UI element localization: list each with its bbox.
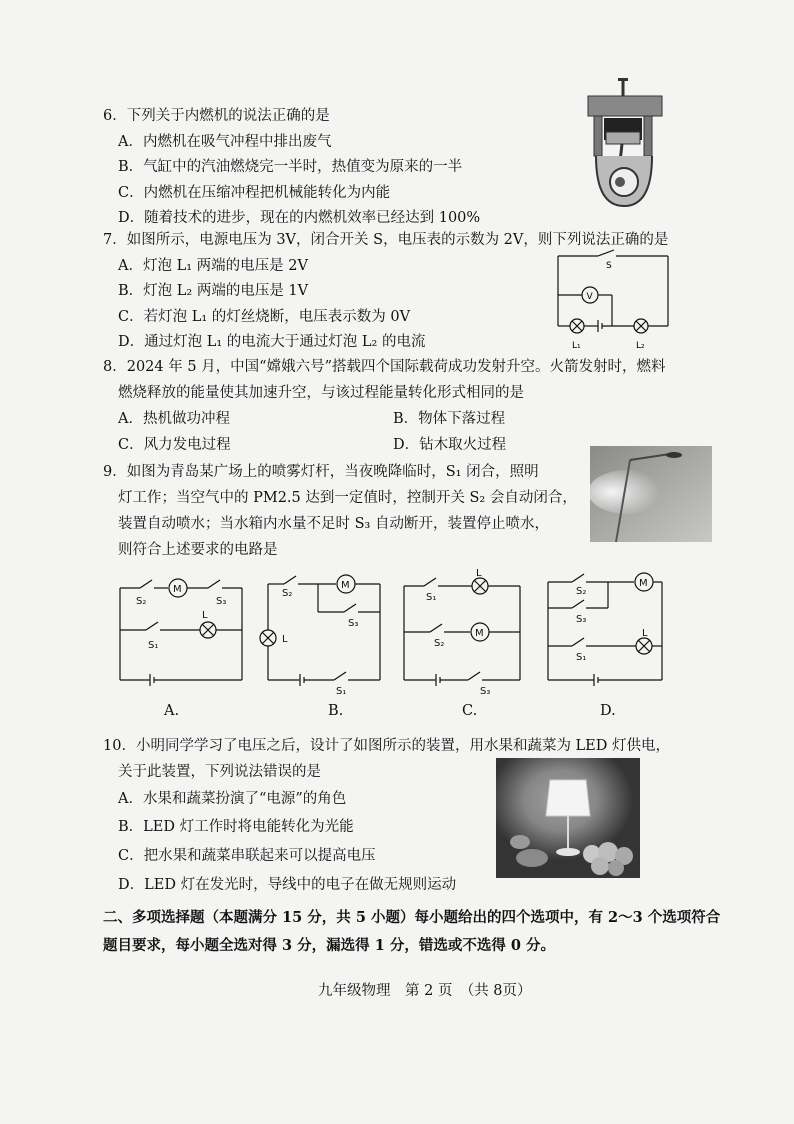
q6-option-d: D．随着技术的进步，现在的内燃机效率已经达到 100% [118, 210, 481, 226]
q8-option-c: C．风力发电过程 [118, 437, 231, 453]
q9c-s3-label: S₃ [480, 686, 491, 697]
q9b-motor-label: M [341, 580, 350, 591]
q8-option-d: D．钻木取火过程 [393, 437, 507, 453]
q10-stem-line2: 关于此装置，下列说法错误的是 [118, 764, 321, 780]
q9-circuit-b [260, 575, 380, 686]
q9c-motor-label: M [475, 628, 484, 639]
q9-option-d-label: D. [600, 703, 616, 719]
q7-l2-label: L₂ [636, 341, 645, 351]
q9a-s3-label: S₃ [216, 596, 227, 607]
q9a-s2-label: S₂ [136, 596, 147, 607]
spray-lamp-photo [590, 446, 712, 542]
q9c-s1-label: S₁ [426, 592, 437, 603]
q9-option-c-label: C. [462, 703, 478, 719]
q9-stem-line4: 则符合上述要求的电路是 [118, 542, 278, 558]
q7-option-a: A．灯泡 L₁ 两端的电压是 2V [118, 258, 308, 274]
q8-option-b: B．物体下落过程 [393, 411, 506, 427]
q7-l1-label: L₁ [572, 341, 581, 351]
q9c-lamp-label: L [476, 568, 482, 579]
q8-option-a: A．热机做功冲程 [118, 411, 230, 427]
q9b-lamp-label: L [282, 634, 288, 645]
fruit-led-photo [496, 758, 640, 878]
q7-voltmeter-label: V [586, 292, 593, 302]
q9-stem-line1: 9．如图为青岛某广场上的喷雾灯杆，当夜晚降临时，S₁ 闭合，照明 [103, 464, 539, 480]
q9d-motor-label: M [639, 578, 648, 589]
q6-stem: 6．下列关于内燃机的说法正确的是 [103, 108, 330, 124]
q8-stem-line1: 8．2024 年 5 月，中国“嫦娥六号”搭载四个国际载荷成功发射升空。火箭发射时，燃料 [103, 359, 666, 375]
q9d-s3-label: S₃ [576, 614, 587, 625]
q9b-s2-label: S₂ [282, 588, 293, 599]
q9-circuit-options [110, 568, 750, 702]
q9c-s2-label: S₂ [434, 638, 445, 649]
q9d-s1-label: S₁ [576, 652, 587, 663]
q8-stem-line2: 燃烧释放的能量使其加速升空，与该过程能量转化形式相同的是 [118, 385, 524, 401]
q9a-lamp-label: L [202, 610, 208, 621]
q10-stem-line1: 10．小明同学学习了电压之后，设计了如图所示的装置，用水果和蔬菜为 LED 灯供电， [103, 738, 671, 754]
q7-option-c: C．若灯泡 L₁ 的灯丝烧断，电压表示数为 0V [118, 309, 411, 325]
q9b-s1-label: S₁ [336, 686, 347, 697]
q9-option-b-label: B. [328, 703, 344, 719]
section2-line1: 二、多项选择题（本题满分 15 分，共 5 小题）每小题给出的四个选项中，有 2～3 个选项符合 [103, 909, 721, 926]
q6-option-b: B．气缸中的汽油燃烧完一半时，热值变为原来的一半 [118, 159, 463, 175]
q7-circuit-diagram [552, 248, 682, 352]
q7-stem: 7．如图所示，电源电压为 3V，闭合开关 S，电压表的示数为 2V，则下列说法正确的是 [103, 232, 669, 248]
q10-option-c: C．把水果和蔬菜串联起来可以提高电压 [118, 848, 376, 864]
q9a-motor-label: M [173, 584, 182, 595]
q9d-lamp-label: L [642, 628, 648, 639]
q9a-s1-label: S₁ [148, 640, 159, 651]
page-footer: 九年级物理 第 2 页 （共 8页） [318, 983, 532, 999]
q10-option-a: A．水果和蔬菜扮演了“电源”的角色 [118, 791, 347, 807]
q9d-s2-label: S₂ [576, 586, 587, 597]
q7-switch-label: S [606, 261, 612, 271]
q7-option-d: D．通过灯泡 L₁ 的电流大于通过灯泡 L₂ 的电流 [118, 334, 426, 350]
q9-circuit-c [404, 578, 520, 686]
q9-stem-line2: 灯工作；当空气中的 PM2.5 达到一定值时，控制开关 S₂ 会自动闭合， [118, 490, 577, 506]
section2-line2: 题目要求，每小题全选对得 3 分，漏选得 1 分，错选或不选得 0 分。 [103, 937, 556, 954]
q9b-s3-label: S₃ [348, 618, 359, 629]
q6-option-a: A．内燃机在吸气冲程中排出废气 [118, 134, 332, 150]
q9-stem-line3: 装置自动喷水；当水箱内水量不足时 S₃ 自动断开，装置停止喷水， [118, 516, 549, 532]
q7-option-b: B．灯泡 L₂ 两端的电压是 1V [118, 283, 309, 299]
q10-option-d: D．LED 灯在发光时，导线中的电子在做无规则运动 [118, 877, 457, 893]
q6-option-c: C．内燃机在压缩冲程把机械能转化为内能 [118, 185, 391, 201]
engine-cylinder-image [584, 74, 666, 214]
q10-option-b: B．LED 灯工作时将电能转化为光能 [118, 819, 354, 835]
q9-option-a-label: A. [164, 703, 180, 719]
